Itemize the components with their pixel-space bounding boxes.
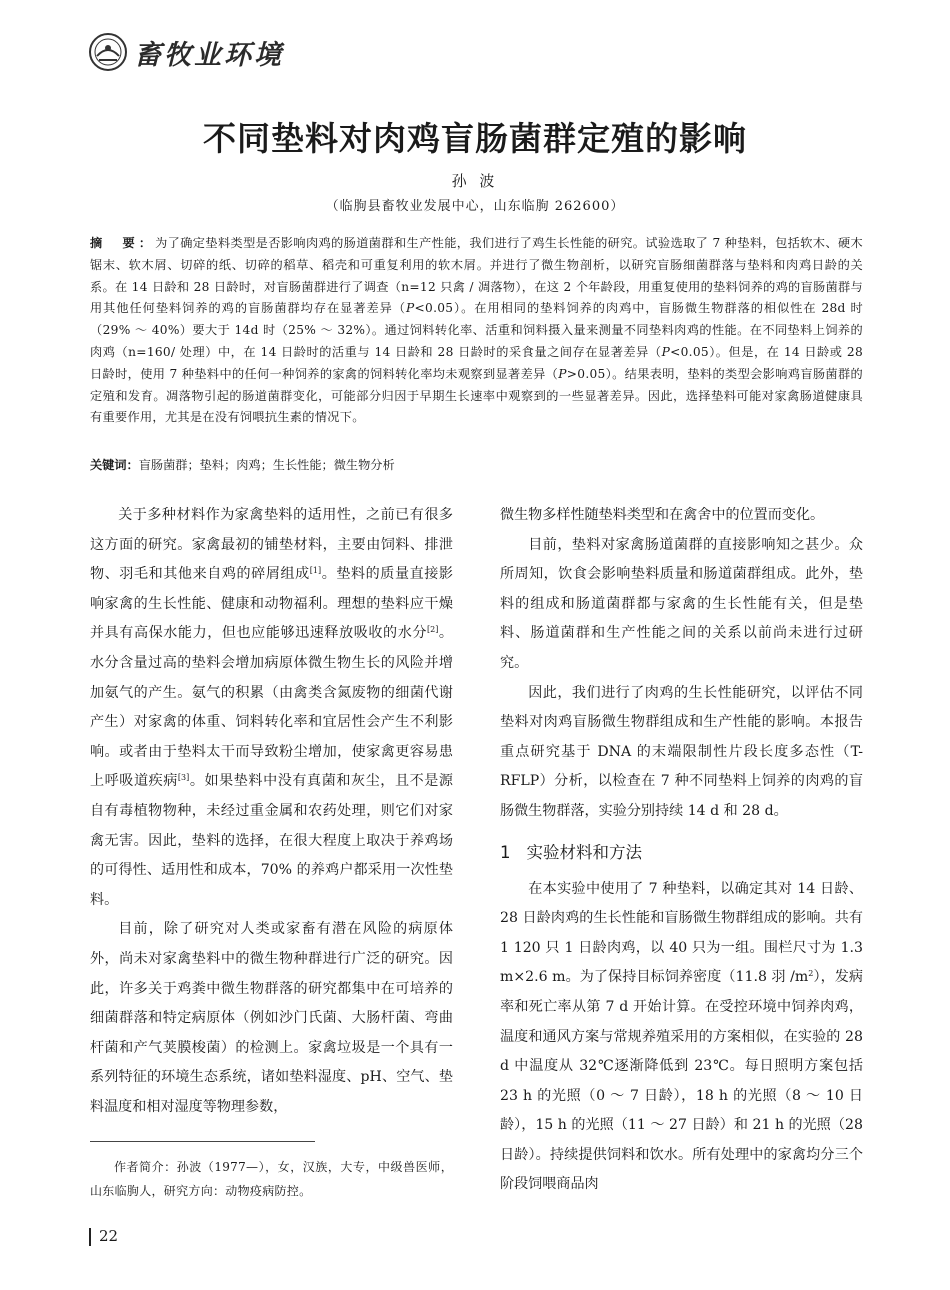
abstract-text-2: <0.05）。在用相同的垫料饲养的肉鸡中，盲肠微生物群落的相似性在 28d 时（29% ～ 40%）要大于 14d 时（25% ～ 32%）。通过饲料转化率、活重和饲料摄入量来测量不同垫料肉鸡的性能。在不同垫料上饲养的肉鸡（n=160/ 处理）中，在 14 日龄时的活重与 14 日龄和 28 日龄时的采食量之间存在显著差异（ [90,301,863,359]
journal-name: 畜牧业环境 [134,39,284,71]
citation-ref[interactable]: [1] [309,566,322,576]
citation-ref[interactable]: [2] [427,625,439,635]
right-column [500,501,863,1200]
page-number-bar [89,1228,91,1246]
paragraph: 在本实验中使用了 7 种垫料，以确定其对 14 日龄、28 日龄肉鸡的生长性能和盲肠微生物群组成的影响。共有 1 120 只 1 日龄肉鸡，以 40 只为一组。围栏尺寸为 1.3 m×2.6 m。为了保持目标饲养密度（11.8 羽 $/m^2$），发病率和死亡率从第 7 d 开始计算。在受控环境中饲养肉鸡，温度和通风方案与常规养殖采用的方案相似，在实验的 28 d 中温度从 32℃逐渐降低到 23℃。每日照明方案包括 23 h 的光照（0 ～ 7 日龄），18 h 的光照（8 ～ 10 日龄），15 h 的光照（11 ～ 27 日龄）和 21 h 的光照（28 日龄）。持续提供饲料和饮水。所有处理中的家禽均分三个阶段饲喂商品肉 [500,880,863,1193]
paragraph: 微生物多样性随垫料类型和在禽舍中的位置而变化。 [500,507,825,523]
abstract-text-4: >0.05）。结果表明，垫料的类型会影响鸡盲肠菌群的定殖和发育。凋落物引起的肠道菌群变化，可能部分归因于早期生长速率中观察到的一些显著差异。因此，选择垫料可能对家禽肠道健康具有重要作用，尤其是在没有饲喂抗生素的情况下。 [90,366,863,425]
citation-ref[interactable]: [3] [177,773,190,783]
section-heading [500,841,863,865]
left-column [90,501,453,1122]
page-number: 22 [99,1227,119,1245]
section-number: 1 [500,842,511,862]
paragraph: 因此，我们进行了肉鸡的生长性能研究，以评估不同垫料对肉鸡盲肠微生物群组成和生产性能的影响。本报告重点研究基于 DNA 的末端限制性片段长度多态性（T-RFLP）分析，以检查在 7 种不同垫料上饲养的肉鸡的盲肠微生物群落，实验分别持续 14 d 和 28 d。 [500,684,863,819]
keywords [90,455,863,475]
journal-logo-icon [88,32,128,72]
paragraph: 目前，垫料对家禽肠道菌群的直接影响知之甚少。众所周知，饮食会影响垫料质量和肠道菌群组成。此外，垫料的组成和肠道菌群都与家禽的生长性能有关，但是垫料、肠道菌群和生产性能之间的关系以前尚未进行过研究。 [500,536,863,671]
p-symbol: P [661,344,671,359]
section-title: 实验材料和方法 [526,842,642,862]
abstract-text-1: 为了确定垫料类型是否影响肉鸡的肠道菌群和生产性能，我们进行了鸡生长性能的研究。试验选取了 7 种垫料，包括软木、硬木锯末、软木屑、切碎的纸、切碎的稻草、稻壳和可重复利用的软木屑。并进行了微生物剖析，以研究盲肠细菌群落与垫料和肉鸡日龄的关系。在 14 日龄和 28 日龄时，对盲肠菌群进行了调查（n=12 只禽 / 凋落物），在这 2 个年龄段，用重复使用的垫料饲养的鸡的盲肠菌群与用其他任何垫料饲养的鸡的盲肠菌群均存在显著差异（ [90,236,864,316]
abstract-text-3: <0.05）。但是，在 14 日龄或 28 日龄时，使用 7 种垫料中的任何一种饲养的家禽的饲料转化率均未观察到显著差异（ [90,344,864,381]
journal-header [88,32,284,72]
abstract-label: 摘 要： [90,236,156,250]
footnote-divider [90,1141,315,1142]
article-title: 不同垫料对肉鸡盲肠菌群定殖的影响 [203,119,747,158]
p-symbol: P [558,366,567,381]
article-author: 孙 波 [451,172,499,190]
paragraph: 目前，除了研究对人类或家畜有潜在风险的病原体外，尚未对家禽垫料中的微生物种群进行广泛的研究。因此，许多关于鸡粪中微生物群落的研究都集中在可培养的细菌群落和特定病原体（例如沙门氏菌、大肠杆菌、弯曲杆菌和产气荚膜梭菌）的检测上。家禽垃圾是一个具有一系列特征的环境生态系统，诸如垫料湿度、pH、空气、垫料温度和相对湿度等物理参数， [90,921,453,1115]
author-footnote: 作者简介：孙波（1977—），女，汉族，大专，中级兽医师，山东临朐人，研究方向：动物疫病防控。 [90,1160,453,1198]
keywords-label: 关键词： [90,458,139,472]
p-symbol: P [406,301,415,316]
article-affiliation: （临朐县畜牧业发展中心，山东临朐 262600） [325,199,625,214]
superscript: 2 [808,969,814,979]
paragraph: 关于多种材料作为家禽垫料的适用性，之前已有很多这方面的研究。家禽最初的铺垫材料，主要由饲料、排泄物、羽毛和其他来自鸡的碎屑组成[1]。垫料的质量直接影响家禽的生长性能、健康和动物福利。理想的垫料应干燥并具有高保水能力，但也应能够迅速释放吸收的水分[2]。水分含量过高的垫料会增加病原体微生物生长的风险并增加氨气的产生。氨气的积累（由禽类含氮废物的细菌代谢产生）对家禽的体重、饲料转化率和宜居性会产生不利影响。或者由于垫料太干而导致粉尘增加，使家禽更容易患上呼吸道疾病[3]。如果垫料中没有真菌和灰尘，且不是源自有毒植物物种，未经过重金属和农药处理，则它们对家禽无害。因此，垫料的选择，在很大程度上取决于养鸡场的可得性、适用性和成本，70% 的养鸡户都采用一次性垫料。 [90,507,454,908]
keywords-text: 盲肠菌群；垫料；肉鸡；生长性能；微生物分析 [138,458,395,472]
abstract [90,233,863,429]
